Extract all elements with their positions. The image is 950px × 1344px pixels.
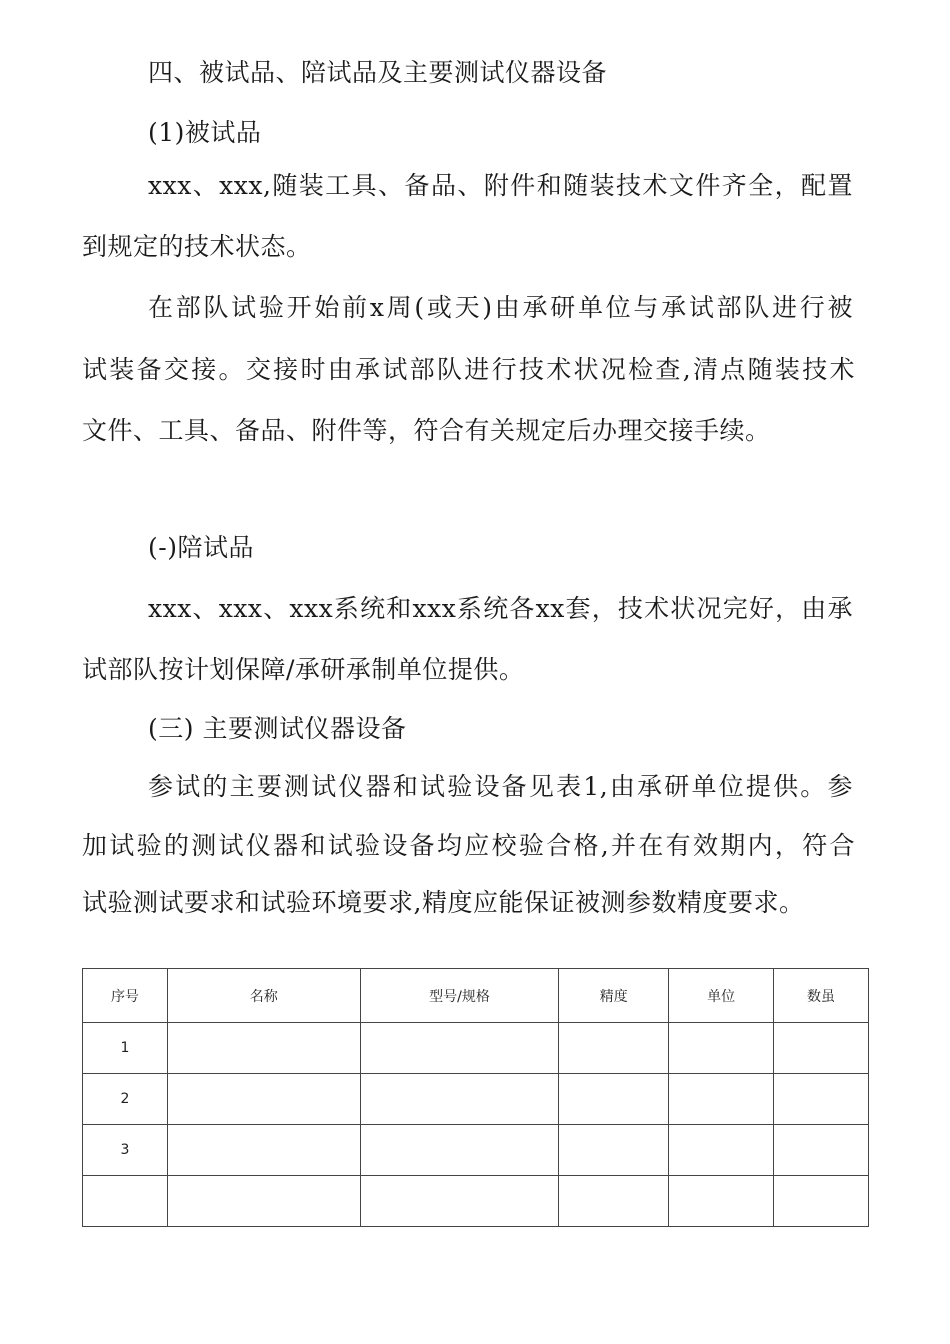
header-unit: 单位 [669, 969, 774, 1023]
header-precision: 精度 [559, 969, 669, 1023]
tested-item-para2-line3: 文件、工具、备品、附件等，符合有关规定后办理交接手续。 [82, 416, 771, 445]
tested-item-para1-line2: 到规定的技术状态。 [82, 232, 312, 261]
instruments-para-line2: 加试验的测试仪器和试验设备均应校验合格,并在有效期内，符合 [82, 831, 855, 860]
cell-index: 3 [83, 1125, 168, 1176]
cell-quantity [774, 1023, 869, 1074]
cell-precision [559, 1125, 669, 1176]
cell-index [83, 1176, 168, 1227]
equipment-table [82, 968, 869, 1227]
accompanying-item-title: (-)陪试品 [148, 533, 254, 562]
cell-quantity [774, 1125, 869, 1176]
cell-precision [559, 1176, 669, 1227]
tested-item-para1-line1: xxx、xxx,随装工具、备品、附件和随装技术文件齐全，配置 [148, 171, 853, 200]
instruments-para-line1: 参试的主要测试仪器和试验设备见表1,由承研单位提供。参 [148, 772, 853, 801]
cell-name [167, 1074, 360, 1125]
table-row [83, 1023, 869, 1074]
cell-index: 2 [83, 1074, 168, 1125]
cell-unit [669, 1125, 774, 1176]
table-row [83, 1176, 869, 1227]
accompanying-item-para-line1: xxx、xxx、xxx系统和xxx系统各xx套，技术状况完好，由承 [148, 594, 853, 623]
cell-quantity [774, 1176, 869, 1227]
cell-model-spec [360, 1125, 559, 1176]
tested-item-title: (1)被试品 [148, 118, 262, 147]
cell-name [167, 1023, 360, 1074]
header-model-spec: 型号/规格 [360, 969, 559, 1023]
instruments-title: (三) 主要测试仪器设备 [148, 714, 407, 743]
header-quantity: 数虽 [774, 969, 869, 1023]
cell-unit [669, 1023, 774, 1074]
header-index: 序号 [83, 969, 168, 1023]
cell-name [167, 1176, 360, 1227]
cell-model-spec [360, 1176, 559, 1227]
cell-unit [669, 1074, 774, 1125]
tested-item-para2-line1: 在部队试验开始前x周(或天)由承研单位与承试部队进行被 [148, 293, 853, 322]
tested-item-para2-line2: 试装备交接。交接时由承试部队进行技术状况检查,清点随装技术 [82, 355, 855, 384]
cell-name [167, 1125, 360, 1176]
table-row [83, 1074, 869, 1125]
accompanying-item-para-line2: 试部队按计划保障/承研承制单位提供。 [82, 655, 525, 684]
cell-quantity [774, 1074, 869, 1125]
cell-precision [559, 1023, 669, 1074]
table-row [83, 1125, 869, 1176]
cell-model-spec [360, 1074, 559, 1125]
header-name: 名称 [167, 969, 360, 1023]
cell-precision [559, 1074, 669, 1125]
cell-model-spec [360, 1023, 559, 1074]
cell-unit [669, 1176, 774, 1227]
section-heading: 四、被试品、陪试品及主要测试仪器设备 [148, 58, 608, 87]
cell-index: 1 [83, 1023, 168, 1074]
instruments-para-line3: 试验测试要求和试验环境要求,精度应能保证被测参数精度要求。 [82, 888, 805, 917]
table-header-row [83, 969, 869, 1023]
